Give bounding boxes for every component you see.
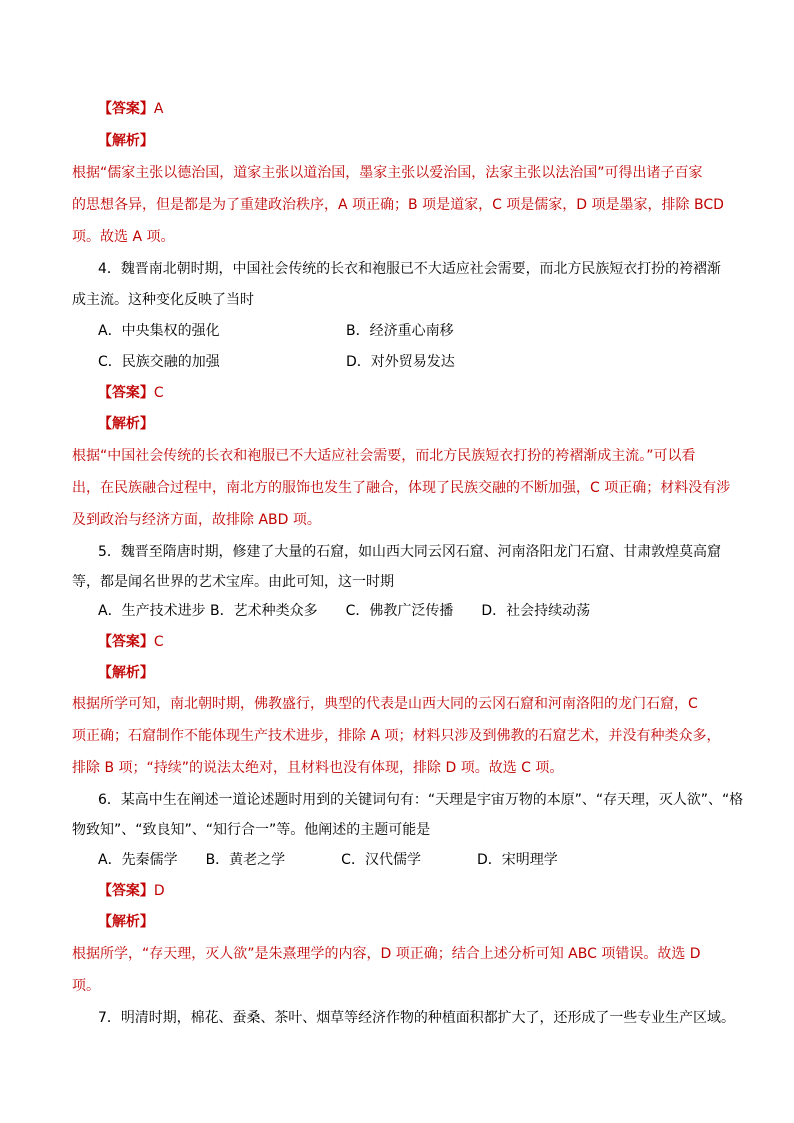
analysis-tag: 【解析】: [98, 914, 154, 930]
answer-tag: 【答案】: [98, 385, 154, 401]
answer-value: C: [153, 634, 164, 650]
analysis-tag: 【解析】: [98, 416, 154, 432]
q5-answer-line: [98, 632, 750, 652]
analysis-tag: 【解析】: [98, 665, 154, 681]
q4-option-c: C．民族交融的加强: [98, 354, 220, 370]
q4-answer-line: [98, 383, 750, 403]
q4-analysis-line-3: 及到政治与经济方面，故排除 ABD 项。: [72, 512, 321, 528]
q4-analysis-line-1: 根据“中国社会传统的长衣和袍服已不大适应社会需要，而北方民族短衣打扮的袴褶渐成主流。”可以看: [72, 448, 696, 464]
q3-analysis-line-1: 根据“儒家主张以德治国，道家主张以道治国，墨家主张以爱治国，法家主张以法治国”可得出诸子百家: [72, 165, 703, 181]
q6-analysis-line-1: 根据所学，“存天理，灭人欲”是朱熹理学的内容，D 项正确；结合上述分析可知 ABC 项错误。故选 D: [72, 946, 701, 962]
q7-stem-line-1: 7．明清时期，棉花、蚕桑、茶叶、烟草等经济作物的种植面积都扩大了，还形成了一些专业生产区域。: [98, 1010, 735, 1026]
answer-tag: 【答案】: [98, 634, 154, 650]
q6-stem-line-1: 6．某高中生在阐述一道论述题时用到的关键词句有：“天理是宇宙万物的本原”、“存天理，灭人欲”、“格: [98, 792, 744, 808]
answer-value: C: [153, 385, 164, 401]
answer-tag: 【答案】: [98, 101, 154, 117]
q6-stem-line-2: 物致知”、“致良知”、“知行合一”等。他阐述的主题可能是: [72, 822, 431, 838]
answer-value: A: [153, 101, 164, 117]
q4-stem-line-1: 4．魏晋南北朝时期，中国社会传统的长衣和袍服已不大适应社会需要，而北方民族短衣打扮的袴褶渐: [98, 261, 721, 277]
q3-analysis-tag: [98, 131, 750, 151]
q3-answer-line: [98, 99, 750, 119]
q3-analysis-line-2: 的思想各异，但是都是为了重建政治秩序，A 项正确；B 项是道家，C 项是儒家，D 项是墨家，排除 BCD: [72, 197, 724, 213]
q6-analysis-line-2: 项。: [72, 978, 100, 994]
q6-analysis-tag: [98, 912, 750, 932]
q4-option-a: A．中央集权的强化: [98, 323, 220, 339]
q4-analysis-tag: [98, 414, 750, 434]
q5-analysis-tag: [98, 663, 750, 683]
q3-analysis-line-3: 项。故选 A 项。: [72, 229, 175, 245]
q6-options: A．先秦儒学 B．黄老之学 C．汉代儒学 D．宋明理学: [98, 852, 558, 868]
q5-analysis-line-3: 排除 B 项；“持续”的说法太绝对，且材料也没有体现，排除 D 项。故选 C 项。: [72, 760, 564, 776]
q4-option-b: B．经济重心南移: [346, 323, 454, 339]
q5-stem-line-2: 等，都是闻名世界的艺术宝库。由此可知，这一时期: [72, 574, 394, 590]
q4-option-d: D．对外贸易发达: [346, 354, 455, 370]
q5-options: A．生产技术进步 B．艺术种类众多 C．佛教广泛传播 D．社会持续动荡: [98, 603, 591, 619]
q5-stem-line-1: 5．魏晋至隋唐时期，修建了大量的石窟，如山西大同云冈石窟、河南洛阳龙门石窟、甘肃敦煌莫高窟: [98, 544, 721, 560]
q5-analysis-line-1: 根据所学可知，南北朝时期，佛教盛行，典型的代表是山西大同的云冈石窟和河南洛阳的龙门石窟，C: [72, 696, 698, 712]
q4-analysis-line-2: 出，在民族融合过程中，南北方的服饰也发生了融合，体现了民族交融的不断加强，C 项正确；材料没有涉: [72, 480, 731, 496]
answer-value: D: [153, 883, 165, 899]
answer-tag: 【答案】: [98, 883, 154, 899]
analysis-tag: 【解析】: [98, 133, 154, 149]
q5-analysis-line-2: 项正确；石窟制作不能体现生产技术进步，排除 A 项；材料只涉及到佛教的石窟艺术，并没有种类众多，: [72, 728, 721, 744]
q4-stem-line-2: 成主流。这种变化反映了当时: [72, 292, 254, 308]
q6-answer-line: [98, 881, 750, 901]
